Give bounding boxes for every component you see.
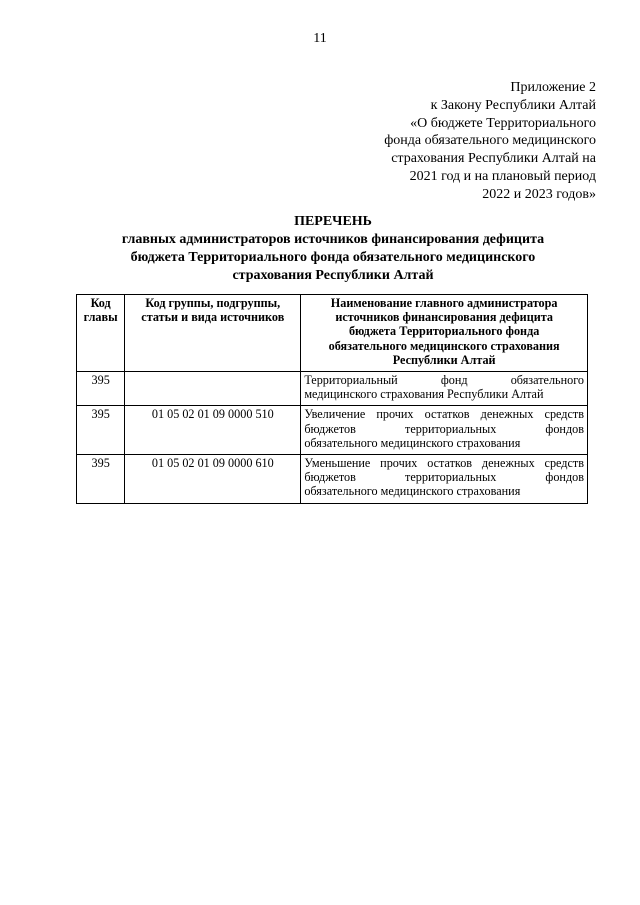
header-code-line: главы (83, 310, 118, 325)
header-admin-name (301, 295, 588, 372)
page-number: 11 (313, 31, 327, 46)
title-line: главных администраторов источников финансирования дефицита (121, 232, 545, 247)
table-row (77, 372, 588, 406)
cell-admin-name (301, 455, 588, 504)
appendix-line: 2022 и 2023 годов» (482, 186, 596, 202)
administrators-table (76, 294, 588, 504)
appendix-line: фонда обязательного медицинского (384, 133, 596, 149)
cell-source-code (125, 372, 301, 406)
header-name-line: Наименование главного администратора (330, 296, 558, 310)
header-source-code (125, 295, 301, 372)
cell-source-code: 01 05 02 01 09 0000 610 (125, 455, 301, 504)
cell-name-line: обязательного медицинского страхования (304, 484, 521, 499)
appendix-line: Приложение 2 (510, 80, 596, 95)
cell-code: 395 (77, 455, 125, 504)
cell-name-line: Уменьшение прочих остатков денежных средств (304, 456, 584, 471)
cell-name-line: Увеличение прочих остатков денежных средств (304, 407, 584, 422)
appendix-line: 2021 год и на плановый период (409, 168, 596, 184)
cell-source-code: 01 05 02 01 09 0000 510 (125, 406, 301, 455)
appendix-line: «О бюджете Территориального (410, 115, 596, 131)
cell-name-line: бюджетов территориальных фондов (304, 421, 584, 436)
cell-admin-name (301, 406, 588, 455)
title-line: бюджета Территориального фонда обязательного медицинского (130, 250, 536, 265)
header-name-line: бюджета Территориального фонда (348, 324, 540, 339)
document-title (60, 213, 606, 285)
appendix-reference (316, 79, 596, 204)
header-name-line: обязательного медицинского страхования (328, 338, 560, 353)
table-row (77, 406, 588, 455)
appendix-line: к Закону Республики Алтай (430, 97, 596, 113)
cell-name-line: бюджетов территориальных фондов (304, 470, 584, 485)
header-source-line: статьи и вида источников (141, 310, 285, 325)
cell-code: 395 (77, 372, 125, 406)
cell-name-line: медицинского страхования Республики Алтай (304, 387, 544, 402)
header-code-line: Код (90, 296, 111, 310)
appendix-line: страхования Республики Алтай на (391, 151, 596, 167)
cell-name-line: Территориальный фонд обязательного (304, 373, 584, 388)
cell-admin-name (301, 372, 588, 406)
title-heading: ПЕРЕЧЕНЬ (294, 214, 372, 229)
table-row (77, 455, 588, 504)
header-source-line: Код группы, подгруппы, (145, 296, 281, 310)
header-name-line: источников финансирования дефицита (335, 310, 553, 325)
cell-name-line: обязательного медицинского страхования (304, 435, 521, 450)
table-header-row (77, 295, 588, 372)
header-code (77, 295, 125, 372)
title-line: страхования Республики Алтай (232, 268, 434, 283)
header-name-line: Республики Алтай (392, 352, 496, 367)
cell-code: 395 (77, 406, 125, 455)
